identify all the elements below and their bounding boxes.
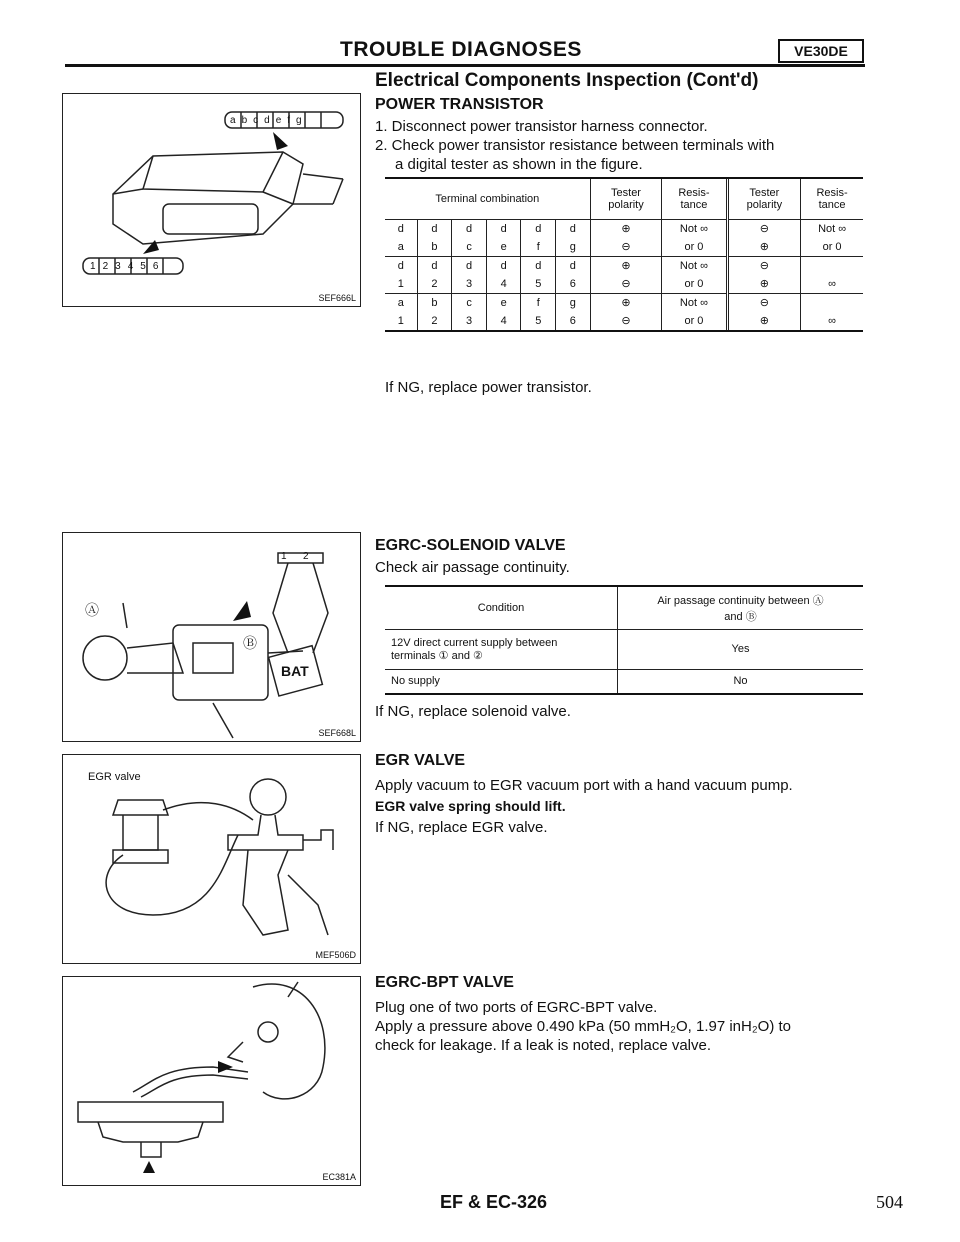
col-terminal-combination: Terminal combination <box>435 192 540 205</box>
page-header-title: TROUBLE DIAGNOSES <box>340 38 582 61</box>
figure-code: MEF506D <box>315 950 356 960</box>
table-cell: c <box>452 293 487 312</box>
connector-terminals-letters <box>230 115 308 126</box>
table-cell: Not ∞ <box>662 293 727 312</box>
engine-badge: VE30DE <box>778 39 864 63</box>
power-transistor-illustration <box>63 94 360 306</box>
egr-valve-line-3: If NG, replace EGR valve. <box>375 819 548 836</box>
terminal-c: c <box>253 115 265 126</box>
egrc-solenoid-intro: Check air passage continuity. <box>375 559 570 576</box>
terminal-6: 6 <box>152 261 166 272</box>
power-transistor-figure <box>62 93 361 307</box>
egrc-solenoid-figure <box>62 532 361 742</box>
table-cell: ⊖ <box>727 219 801 238</box>
terminal-1: 1 <box>90 261 103 272</box>
table-cell: 5 <box>521 275 556 294</box>
terminal-4: 4 <box>127 261 141 272</box>
egrc-bpt-line-2: Apply a pressure above 0.490 kPa (50 mmH₂O, 1.97 inH₂O) to <box>375 1018 792 1035</box>
egr-valve-figure <box>62 754 361 964</box>
table-cell: a <box>397 240 404 253</box>
table-cell: e <box>486 238 521 257</box>
table-row <box>385 312 863 330</box>
table-cell: ⊕ <box>590 293 662 312</box>
figure-code: EC381A <box>322 1172 356 1182</box>
table-cell: or 0 <box>801 238 863 257</box>
table-cell: ⊖ <box>727 293 801 312</box>
table-cell: d <box>452 219 487 238</box>
port-b-label: Ⓑ <box>243 635 257 651</box>
air-passage-table <box>385 585 863 695</box>
table-cell: e <box>486 293 521 312</box>
table-cell: a <box>385 293 417 312</box>
egr-valve-heading: EGR VALVE <box>375 752 466 769</box>
terminal-3: 3 <box>115 261 128 272</box>
egrc-bpt-heading: EGRC-BPT VALVE <box>375 974 514 991</box>
table-cell: d <box>417 256 452 275</box>
table-cell: 2 <box>417 312 452 330</box>
egr-valve-illustration <box>63 755 360 963</box>
table-cell: d <box>521 256 556 275</box>
egrc-solenoid-heading: EGRC-SOLENOID VALVE <box>375 537 566 554</box>
table-row <box>385 219 863 238</box>
table-cell: 1 <box>397 277 404 290</box>
egrc-solenoid-section <box>375 537 865 577</box>
table-cell: Not ∞ <box>662 256 727 275</box>
col-air-passage: Air passage continuity between Ⓐ and Ⓑ <box>618 587 864 629</box>
table-cell: d <box>486 219 521 238</box>
table-cell: ⊖ <box>727 256 801 275</box>
solenoid-terminal-2: 2 <box>303 551 309 562</box>
egrc-bpt-illustration <box>63 977 360 1185</box>
table-cell: or 0 <box>662 312 727 330</box>
table-cell: ∞ <box>801 312 863 330</box>
table-cell: ⊖ <box>590 275 662 294</box>
terminal-g: g <box>296 115 308 126</box>
table-cell: d <box>385 256 417 275</box>
terminal-resistance-table <box>385 177 863 332</box>
egrc-bpt-section <box>375 974 865 1055</box>
table-cell: g <box>556 238 591 257</box>
table-cell: f <box>521 293 556 312</box>
table-cell: or 0 <box>662 238 727 257</box>
egrc-bpt-line-3: check for leakage. If a leak is noted, replace valve. <box>375 1037 712 1054</box>
table-cell: g <box>556 293 591 312</box>
egr-valve-line-2: EGR valve spring should lift. <box>375 798 566 814</box>
table-cell: 3 <box>452 275 487 294</box>
port-a-label: Ⓐ <box>85 602 99 618</box>
power-transistor-section <box>375 96 865 174</box>
table-cell: d <box>556 219 591 238</box>
table-row <box>385 293 863 312</box>
egrc-bpt-figure <box>62 976 361 1186</box>
terminal-a: a <box>230 115 242 126</box>
connector-terminals-numbers <box>90 261 165 272</box>
step-2: 2. Check power transistor resistance between terminals with <box>375 137 775 154</box>
terminal-d: d <box>264 115 276 126</box>
table-cell: b <box>417 238 452 257</box>
row-12v-condition: 12V direct current supply between terminals ① and ② <box>391 636 558 662</box>
table-cell: 4 <box>486 312 521 330</box>
table-cell: ⊕ <box>727 275 801 294</box>
terminal-e: e <box>275 115 288 126</box>
figure-code: SEF668L <box>318 728 356 738</box>
table-cell: d <box>556 256 591 275</box>
table-cell: d <box>452 256 487 275</box>
table-cell: ⊖ <box>590 238 662 257</box>
col-tester-polarity-2: Tester polarity <box>727 179 801 219</box>
table-cell: 4 <box>486 275 521 294</box>
table-row <box>385 275 863 294</box>
table-cell: 6 <box>556 312 591 330</box>
terminal-b: b <box>241 115 254 126</box>
section-title: Electrical Components Inspection (Cont'd) <box>375 70 759 91</box>
table-cell: ⊕ <box>727 312 801 330</box>
table-cell: d <box>417 219 452 238</box>
terminal-5: 5 <box>140 261 153 272</box>
col-resistance-1: Resis- tance <box>662 179 727 219</box>
row-12v-value: Yes <box>618 629 864 669</box>
figure-code: SEF666L <box>318 293 356 303</box>
table-cell: 3 <box>452 312 487 330</box>
col-tester-polarity-1: Tester polarity <box>590 179 662 219</box>
table-cell: d <box>521 219 556 238</box>
power-transistor-ng: If NG, replace power transistor. <box>385 379 592 396</box>
table-cell: Not ∞ <box>801 219 863 238</box>
col-resistance-2: Resis- tance <box>801 179 863 219</box>
power-transistor-heading: POWER TRANSISTOR <box>375 96 544 113</box>
egrc-bpt-line-1: Plug one of two ports of EGRC-BPT valve. <box>375 999 658 1016</box>
solenoid-terminal-1: 1 <box>281 551 287 562</box>
footer-section: EF & EC-326 <box>440 1192 548 1212</box>
table-cell: 6 <box>556 275 591 294</box>
table-cell <box>801 293 863 312</box>
table-cell: ∞ <box>801 275 863 294</box>
table-cell: 2 <box>417 275 452 294</box>
table-cell: Not ∞ <box>662 219 727 238</box>
page-number: 504 <box>876 1192 903 1212</box>
row-nosupply-value: No <box>618 669 864 693</box>
egrc-solenoid-illustration <box>63 533 360 741</box>
table-cell: f <box>521 238 556 257</box>
terminal-f: f <box>287 115 297 126</box>
egrc-solenoid-ng: If NG, replace solenoid valve. <box>375 703 571 720</box>
egr-valve-line-1: Apply vacuum to EGR vacuum port with a hand vacuum pump. <box>375 777 793 794</box>
battery-label: BAT <box>281 663 309 679</box>
table-cell: 5 <box>521 312 556 330</box>
table-row <box>385 238 863 257</box>
table-cell: 1 <box>397 314 404 327</box>
table-cell: or 0 <box>662 275 727 294</box>
egr-valve-label: EGR valve <box>88 771 141 783</box>
table-cell <box>801 256 863 275</box>
col-condition: Condition <box>477 601 525 614</box>
table-cell: ⊕ <box>590 256 662 275</box>
step-1: 1. Disconnect power transistor harness connector. <box>375 118 708 135</box>
table-cell: ⊕ <box>727 238 801 257</box>
step-2-cont: a digital tester as shown in the figure. <box>395 156 643 173</box>
table-cell: d <box>385 219 417 238</box>
table-cell: d <box>486 256 521 275</box>
table-cell: b <box>417 293 452 312</box>
row-nosupply-condition: No supply <box>391 675 440 688</box>
table-cell: c <box>452 238 487 257</box>
header-rule <box>65 64 865 67</box>
table-cell: ⊕ <box>590 219 662 238</box>
table-cell: ⊖ <box>590 312 662 330</box>
table-row <box>385 256 863 275</box>
terminal-2: 2 <box>102 261 116 272</box>
egr-valve-section <box>375 752 865 837</box>
